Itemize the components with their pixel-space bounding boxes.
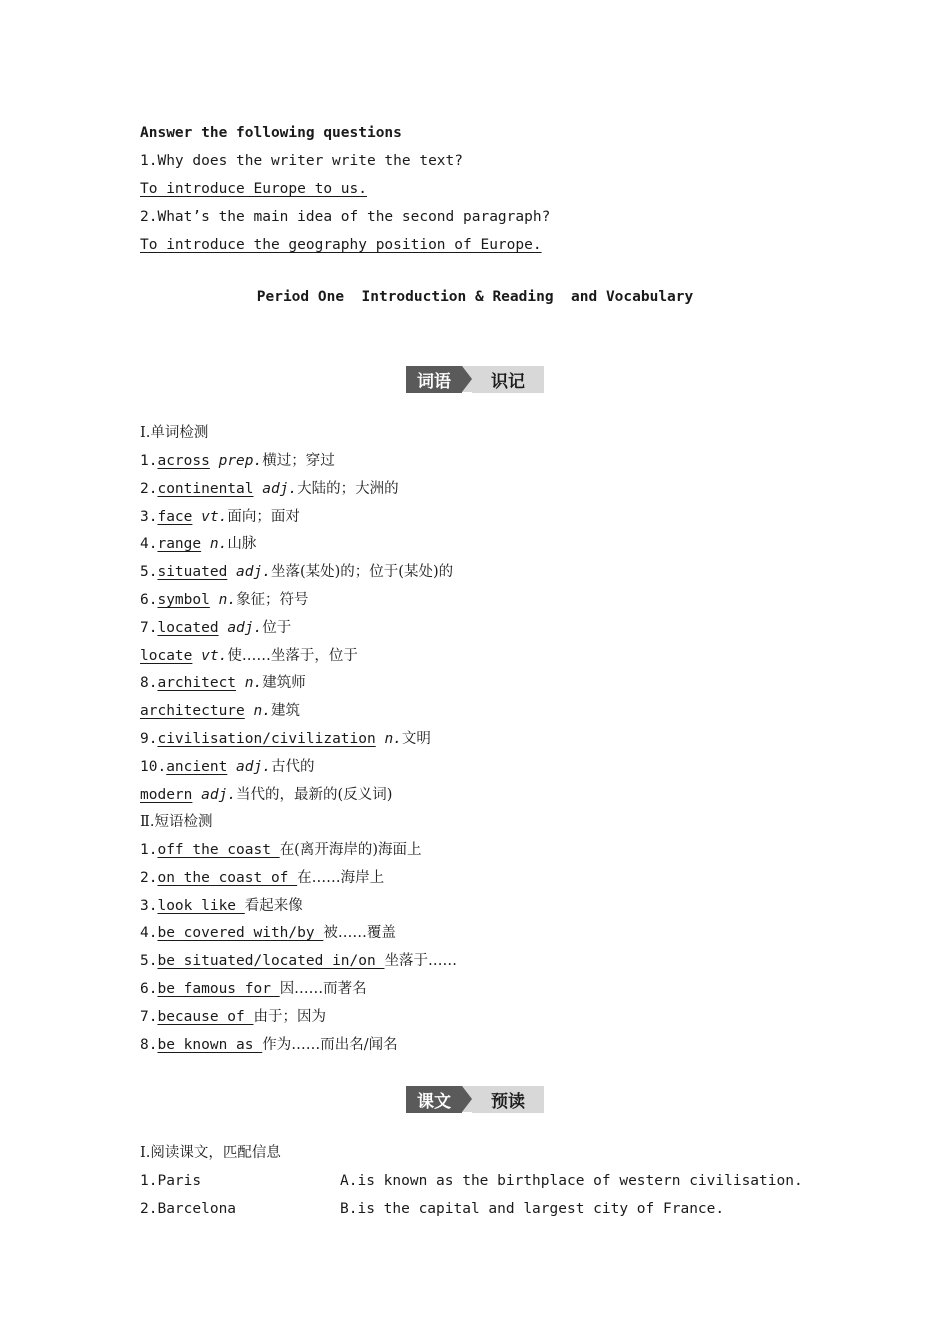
entry-number: 3. [140,508,158,525]
word-meaning: 文明 [401,731,431,747]
phrase-meaning: 由于；因为 [253,1008,326,1025]
banner-left-label: 词语 [406,366,462,393]
word-term: continental [157,480,254,497]
phrase-meaning: 作为……而出名/闻名 [262,1036,398,1053]
word-entry [140,534,256,554]
part-of-speech: n. [209,536,228,553]
entry-number: 2. [140,480,158,497]
word-meaning: 使……坐落于，位于 [227,647,358,664]
entry-number: 2. [140,869,158,886]
entry-number: 7. [140,1008,158,1025]
word-entry [140,590,309,610]
word-meaning: 横过；穿过 [262,453,335,469]
phrase-meaning: 看起来像 [244,897,303,914]
reading-banner [406,1086,544,1113]
phrase-meaning: 坐落于…… [384,953,457,970]
word-term: architect [157,675,237,692]
word-term: ancient [166,758,228,775]
match-left: 1.Paris [140,1173,202,1189]
banner-arrow-icon [462,366,472,392]
phrase-entry [140,923,396,943]
period-title: Period One Introduction & Reading and Vocabulary [256,289,694,305]
word-meaning: 坐落(某处)的；位于(某处)的 [270,564,454,581]
part-of-speech: vt. [201,647,228,664]
vocabulary-banner [406,366,544,393]
word-meaning: 建筑师 [262,675,306,692]
part-of-speech: adj. [201,786,237,803]
answer-2: To introduce the geography position of Europe. [140,237,542,253]
part-of-speech: adj. [262,480,298,497]
word-term: locate [140,647,193,664]
banner-left-label: 课文 [406,1086,462,1113]
phrase-term: look like [157,897,245,914]
word-term: face [157,508,193,525]
word-meaning: 古代的 [270,758,315,775]
part-of-speech: prep. [218,453,263,469]
match-right: A.is known as the birthplace of western civilisation. [340,1173,803,1189]
words-heading: Ⅰ.单词检测 [140,425,209,441]
word-meaning: 当代的，最新的(反义词) [236,786,393,803]
entry-number: 5. [140,564,158,581]
entry-number: 8. [140,675,158,692]
phrase-term: on the coast of [157,869,298,886]
banner-right-label: 预读 [472,1086,544,1113]
word-term: located [157,619,219,636]
word-term: across [157,453,210,469]
phrase-entry [140,840,422,860]
word-term: modern [140,786,193,803]
phrase-term: be famous for [157,981,280,997]
phrase-entry [140,868,384,888]
entry-number: 6. [140,981,158,997]
word-entry [140,479,399,499]
part-of-speech: n. [253,703,271,720]
word-entry [140,562,453,582]
word-term: range [157,536,202,553]
entry-number: 4. [140,536,158,553]
word-entry [140,785,392,805]
part-of-speech: n. [244,675,263,692]
word-meaning: 山脉 [227,536,257,553]
part-of-speech: n. [218,592,237,608]
phrase-entry [140,1007,326,1027]
match-left: 2.Barcelona [140,1201,237,1217]
word-entry [140,729,431,749]
phrase-meaning: 在(离开海岸的)海面上 [279,842,422,858]
phrase-meaning: 在……海岸上 [297,869,385,886]
phrase-entry [140,979,367,999]
phrase-term: because of [157,1008,254,1025]
banner-arrow-icon [462,1086,472,1112]
word-term: situated [157,564,228,581]
word-meaning: 位于 [262,619,292,636]
entry-number: 5. [140,953,158,970]
word-entry [140,673,306,693]
entry-number: 4. [140,925,158,942]
phrase-meaning: 因……而著名 [279,981,367,997]
word-term: civilisation/civilization [157,731,376,747]
word-meaning: 大陆的；大洲的 [297,480,399,497]
match-right: B.is the capital and largest city of France. [340,1201,725,1217]
question-2: 2.What’s the main idea of the second paragraph? [140,209,551,225]
entry-number: 6. [140,592,158,608]
word-entry [140,757,314,777]
question-1: 1.Why does the writer write the text? [140,153,464,169]
part-of-speech: adj. [236,758,271,775]
word-entry [140,451,335,471]
word-entry [140,507,300,527]
phrase-entry [140,896,303,916]
part-of-speech: vt. [201,508,228,525]
word-meaning: 建筑 [270,703,300,720]
phrase-term: be covered with/by [157,925,324,942]
entry-number: 1. [140,453,158,469]
entry-number: 1. [140,842,158,858]
word-entry [140,646,358,666]
entry-number: 3. [140,897,158,914]
phrase-entry [140,1035,398,1055]
word-term: symbol [157,592,210,608]
entry-number: 9. [140,731,158,747]
questions-heading: Answer the following questions [140,125,402,141]
phrase-term: be situated/located in/on [157,953,385,970]
word-meaning: 象征；符号 [236,592,309,608]
word-meaning: 面向；面对 [227,508,300,525]
word-entry [140,618,291,638]
match-heading: Ⅰ.阅读课文，匹配信息 [140,1145,281,1161]
word-entry [140,701,300,721]
part-of-speech: adj. [227,619,263,636]
part-of-speech: n. [384,731,402,747]
entry-number: 7. [140,619,158,636]
banner-right-label: 识记 [472,366,544,393]
entry-number: 8. [140,1036,158,1053]
part-of-speech: adj. [236,564,271,581]
entry-number: 10. [140,758,167,775]
phrase-entry [140,951,457,971]
phrase-term: off the coast [157,842,280,858]
word-term: architecture [140,703,245,720]
phrase-term: be known as [157,1036,263,1053]
phrase-meaning: 被……覆盖 [323,925,396,942]
answer-1: To introduce Europe to us. [140,181,367,197]
phrases-heading: Ⅱ.短语检测 [140,814,213,830]
